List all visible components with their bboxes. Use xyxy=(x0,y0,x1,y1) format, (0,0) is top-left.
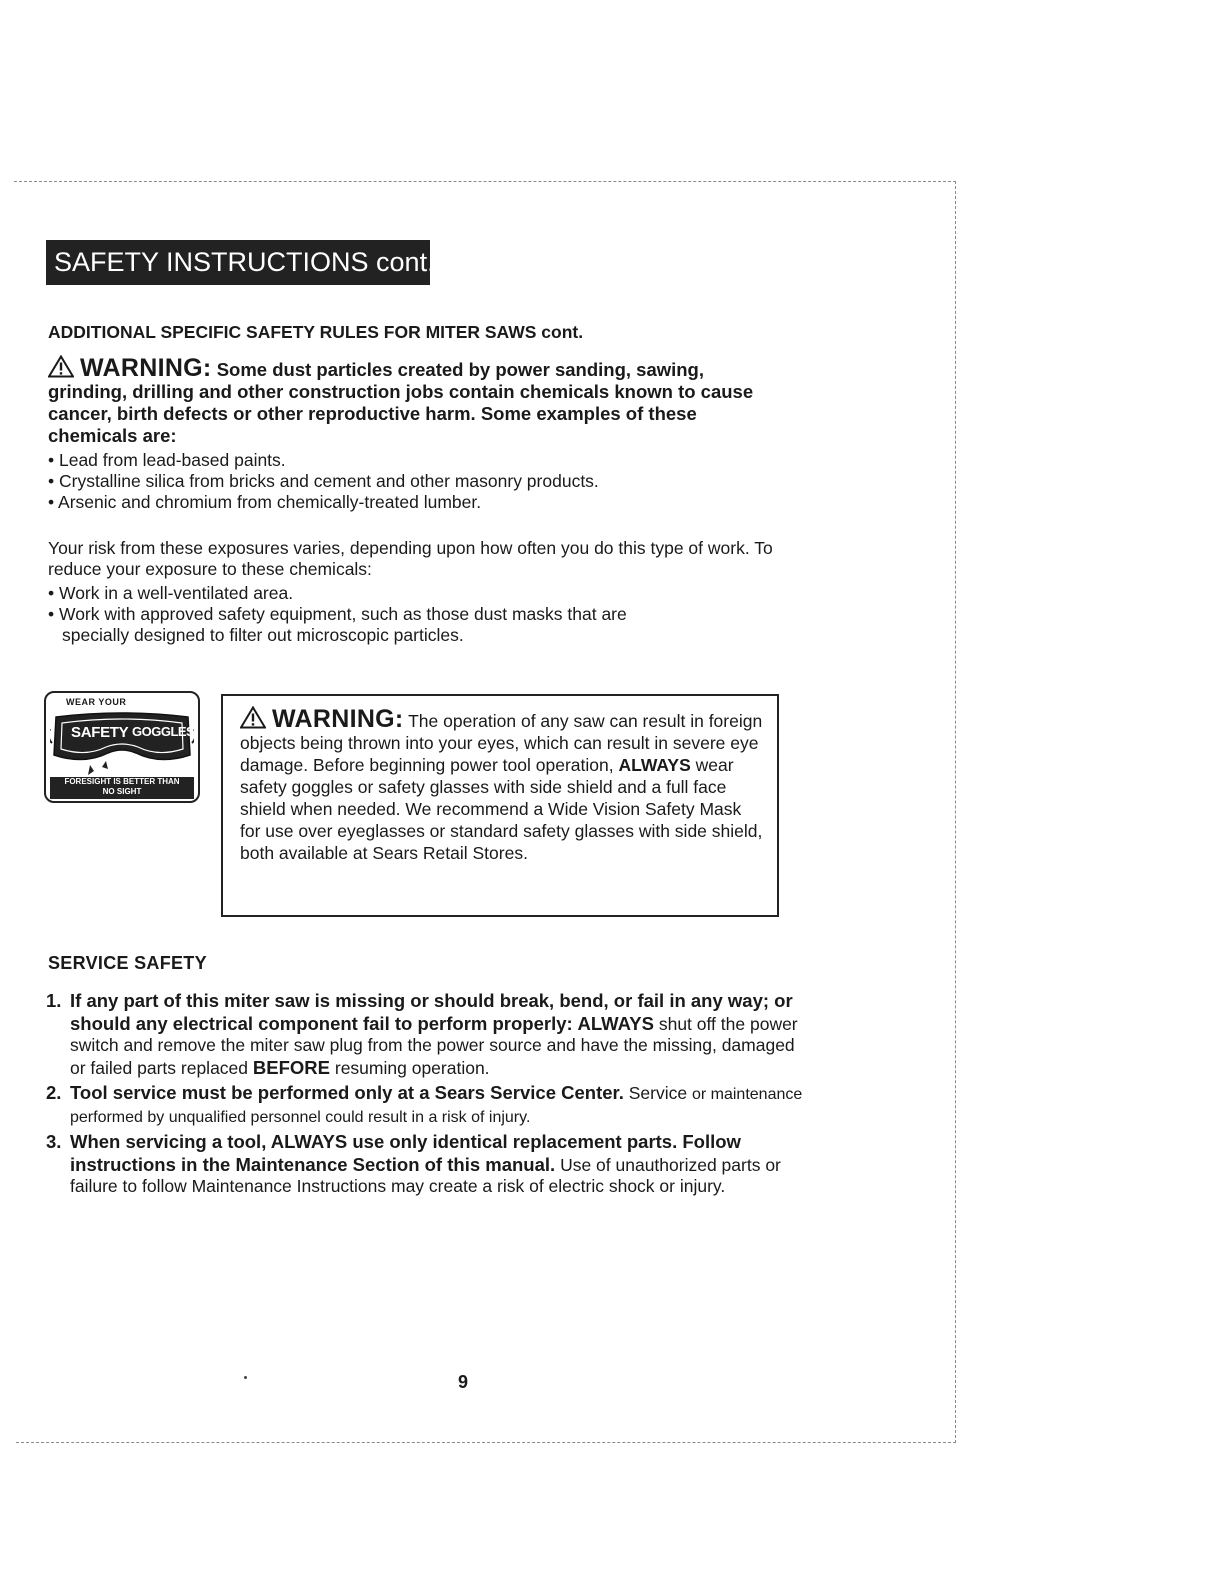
dust-warning xyxy=(48,355,788,513)
warning-triangle-icon xyxy=(240,706,266,729)
risk-paragraph: Your risk from these exposures varies, depending upon how often you do this type of work. To reduce your exposure to these chemicals: xyxy=(48,538,773,579)
badge-top-text: WEAR YOUR xyxy=(66,697,127,707)
warning-triangle-icon xyxy=(48,355,74,378)
badge-goggle-left-text: SAFETY xyxy=(71,724,129,741)
list-item: • Work with approved safety equipment, such as those dust masks that are specially designed to filter out microscopic particles. xyxy=(48,604,627,645)
item-number: 1. xyxy=(46,990,62,1011)
safety-goggles-badge xyxy=(44,691,200,803)
list-item xyxy=(46,990,806,1079)
chemical-list xyxy=(48,450,788,513)
list-item: • Lead from lead-based paints. xyxy=(48,450,286,470)
safety-goggles-icon xyxy=(50,709,194,777)
eye-warning-text-a: The operation of any saw can result in foreign objects being thrown into your eyes, which can result in severe eye damage. Before beginning power tool operation, xyxy=(240,711,763,775)
badge-goggle-right-text: GOGGLES xyxy=(132,724,195,739)
section-title-banner: SAFETY INSTRUCTIONS cont. xyxy=(46,240,430,285)
service-safety-heading: SERVICE SAFETY xyxy=(48,953,207,973)
service-safety-list xyxy=(46,990,806,1201)
item-bold-text: Tool service must be performed only at a Sears Service Center. xyxy=(70,1082,624,1103)
list-item: • Work in a well-ventilated area. xyxy=(48,583,294,603)
list-item xyxy=(46,1131,806,1198)
page-border-top xyxy=(14,181,956,182)
print-speck xyxy=(244,1376,247,1379)
item-emphasis: BEFORE xyxy=(252,1056,330,1078)
item-text: Use of unauthorized parts or failure to follow Maintenance Instructions may create a risk of electric shock or injury. xyxy=(70,1154,781,1196)
item-emphasis: ALWAYS xyxy=(577,1012,654,1034)
item-bold-text: If any part of this miter saw is missing or should break, bend, or fail in any way; or should any electrical component fail to perform properly: xyxy=(70,990,793,1034)
list-item: • Crystalline silica from bricks and cement and other masonry products. xyxy=(48,471,599,491)
item-number: 2. xyxy=(46,1082,62,1103)
eye-warning-box xyxy=(221,694,779,917)
dust-warning-text: Some dust particles created by power sanding, sawing, grinding, drilling and other construction jobs contain chemicals known to cause cancer, birth defects or other reproductive harm. Some examples of these chemicals are: xyxy=(48,359,754,446)
item-text: Service xyxy=(628,1083,688,1103)
dust-warning-paragraph xyxy=(48,355,788,447)
page-number: 9 xyxy=(458,1372,469,1392)
exposure-tips-list xyxy=(48,583,648,646)
page-border-bottom xyxy=(16,1442,956,1443)
eye-warning-emphasis: ALWAYS xyxy=(618,755,691,775)
list-item xyxy=(46,1082,806,1128)
warning-label: WARNING: xyxy=(272,705,404,733)
badge-footer-line1: FORESIGHT IS BETTER THAN xyxy=(64,777,180,786)
item-bold-text: When servicing a tool, ALWAYS use only identical replacement parts. Follow instructions in the Maintenance Section of this manual. xyxy=(70,1131,741,1175)
item-text: or maintenance performed by unqualified personnel could result in a risk of injury. xyxy=(70,1086,803,1126)
badge-footer-line2: NO SIGHT xyxy=(102,787,142,796)
warning-label: WARNING: xyxy=(80,354,212,382)
rules-heading: ADDITIONAL SPECIFIC SAFETY RULES FOR MITER SAWS cont. xyxy=(48,322,584,342)
page-border-right xyxy=(955,181,956,1443)
badge-footer xyxy=(50,777,194,799)
eye-warning-text-b: wear safety goggles or safety glasses with side shield and a full face shield when needed. We recommend a Wide Vision Safety Mask for use over eyeglasses or standard safety glasses with side shield, both available at Sears Retail Stores. xyxy=(240,755,763,863)
list-item: • Arsenic and chromium from chemically-treated lumber. xyxy=(48,492,482,512)
item-text: shut off the power switch and remove the miter saw plug from the power source and have the missing, damaged or failed parts replaced xyxy=(70,1013,798,1078)
item-number: 3. xyxy=(46,1131,62,1152)
item-text: resuming operation. xyxy=(334,1057,490,1078)
